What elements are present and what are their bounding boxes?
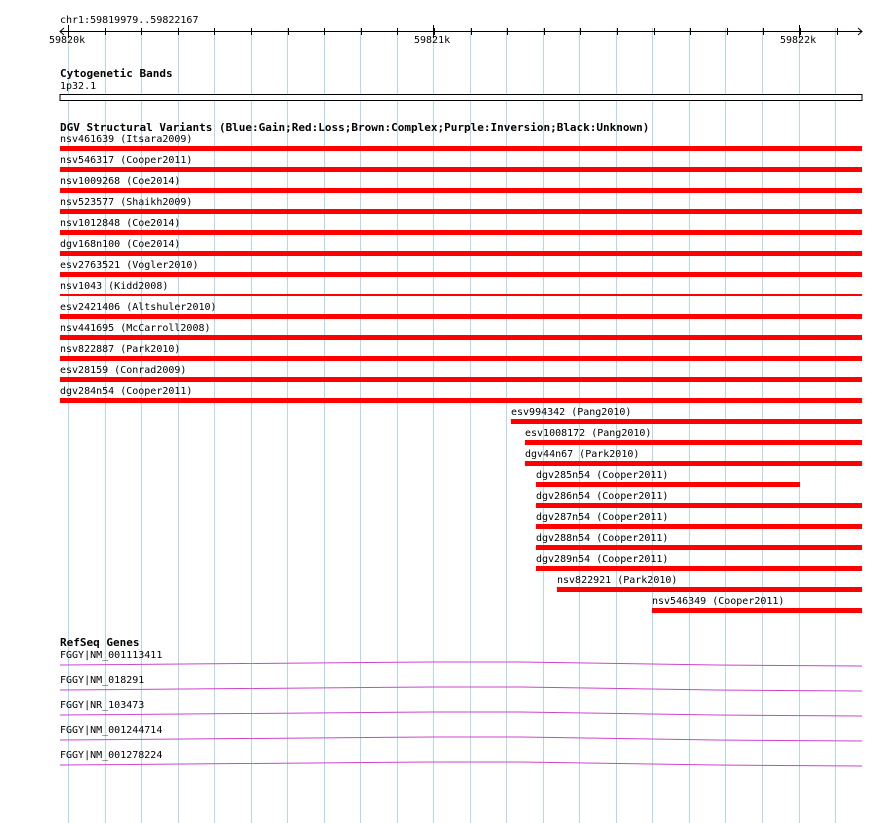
variant-label[interactable]: nsv461639 (Itsara2009) [60,134,193,145]
gene-label[interactable]: FGGY|NR_103473 [60,700,145,711]
variant-label[interactable]: nsv1009268 (Coe2014) [60,176,181,187]
variant-label[interactable]: dgv287n54 (Cooper2011) [536,512,669,523]
variant-label[interactable]: nsv523577 (Shaikh2009) [60,197,193,208]
gene-label[interactable]: FGGY|NM_001278224 [60,750,163,761]
variant-bar [60,251,862,256]
gene-label[interactable]: FGGY|NM_001113411 [60,650,163,661]
variant-label[interactable]: dgv288n54 (Cooper2011) [536,533,669,544]
variant-bar [60,209,862,214]
coordinate-ruler [60,25,862,38]
variant-label[interactable]: nsv546349 (Cooper2011) [652,596,785,607]
variant-label[interactable]: dgv289n54 (Cooper2011) [536,554,669,565]
variant-bar [60,294,862,296]
cytoband-track [60,95,862,101]
variant-label[interactable]: nsv546317 (Cooper2011) [60,155,193,166]
variant-label[interactable]: nsv822921 (Park2010) [557,575,678,586]
variant-label[interactable]: esv994342 (Pang2010) [511,407,632,418]
dgv-track [60,146,862,613]
ruler-coordinate-label: chr1:59819979..59822167 [60,15,199,26]
variant-bar [60,377,862,382]
cytoband-1p32-1 [60,95,862,101]
variant-label[interactable]: dgv285n54 (Cooper2011) [536,470,669,481]
variant-bar [557,587,862,592]
refseq-track-title[interactable]: RefSeq Genes [60,636,140,649]
variant-bar [60,314,862,319]
gene-transcript-line [60,662,862,666]
variant-label[interactable]: dgv284n54 (Cooper2011) [60,386,193,397]
variant-label[interactable]: esv28159 (Conrad2009) [60,365,187,376]
ruler-tick-label: 59820k [49,35,86,46]
variant-bar [60,398,862,403]
ruler-tick-label: 59822k [780,35,817,46]
variant-label[interactable]: nsv822887 (Park2010) [60,344,181,355]
variant-label[interactable]: nsv441695 (McCarroll2008) [60,323,211,334]
gene-transcript-line [60,687,862,691]
variant-bar [60,335,862,340]
variant-bar [60,356,862,361]
gene-label[interactable]: FGGY|NM_018291 [60,675,145,686]
dgv-track-title[interactable]: DGV Structural Variants (Blue:Gain;Red:Loss;Brown:Complex;Purple:Inversion;Black:Unknown) [60,121,650,134]
variant-label[interactable]: esv2763521 (Vogler2010) [60,260,199,271]
gene-transcript-line [60,762,862,766]
variant-label[interactable]: nsv1043 (Kidd2008) [60,281,169,292]
variant-label[interactable]: esv1008172 (Pang2010) [525,428,652,439]
variant-label[interactable]: esv2421406 (Altshuler2010) [60,302,217,313]
cytoband-track-title[interactable]: Cytogenetic Bands [60,67,173,80]
ruler-tick-label: 59821k [414,35,451,46]
variant-label[interactable]: nsv1012848 (Coe2014) [60,218,181,229]
variant-bar [60,230,862,235]
variant-bar [60,272,862,277]
variant-bar [60,167,862,172]
variant-bar [60,146,862,151]
variant-bar [536,503,862,508]
refseq-track [60,662,862,766]
gene-transcript-line [60,737,862,741]
variant-bar [536,545,862,550]
variant-bar [536,482,800,487]
variant-bar [60,188,862,193]
variant-bar [525,440,862,445]
gene-transcript-line [60,712,862,716]
variant-bar [511,419,862,424]
variant-bar [536,566,862,571]
variant-bar [525,461,862,466]
variant-bar [652,608,862,613]
variant-label[interactable]: dgv286n54 (Cooper2011) [536,491,669,502]
variant-bar [536,524,862,529]
cytoband-label[interactable]: 1p32.1 [60,81,97,92]
variant-label[interactable]: dgv44n67 (Park2010) [525,449,640,460]
gene-label[interactable]: FGGY|NM_001244714 [60,725,163,736]
variant-label[interactable]: dgv168n100 (Coe2014) [60,239,181,250]
